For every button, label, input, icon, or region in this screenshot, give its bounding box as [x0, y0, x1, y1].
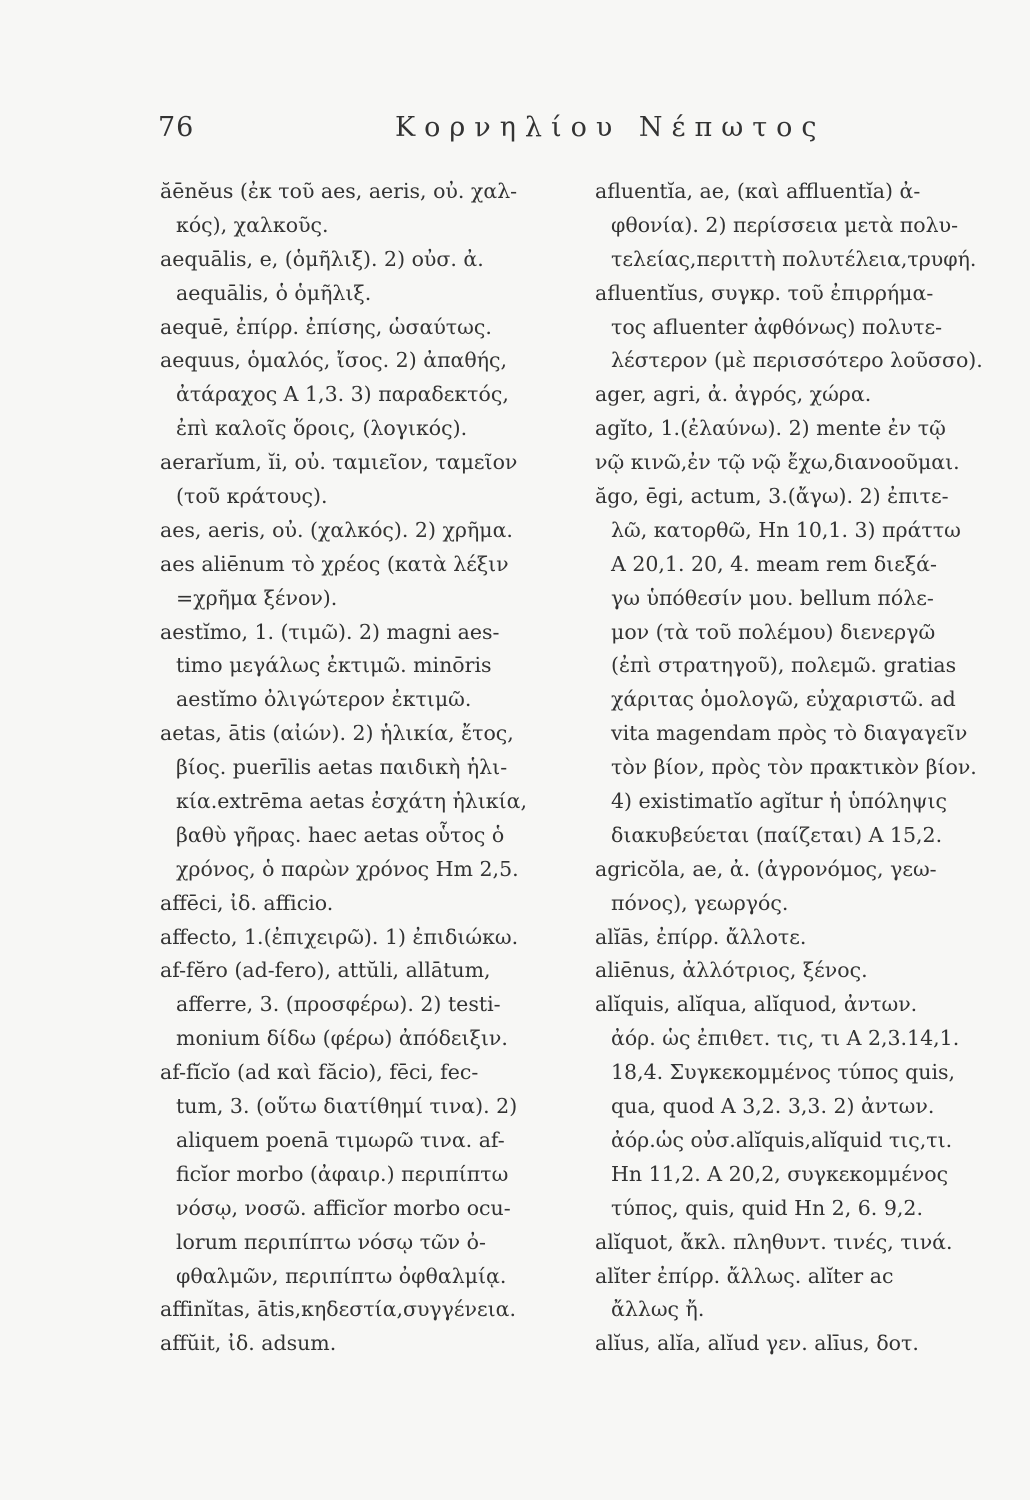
- dictionary-line: ἀόρ.ὡς οὐσ.alĭquis,alĭquid τις,τι.: [611, 1127, 953, 1152]
- dictionary-line: πόνος), γεωργός.: [611, 890, 789, 915]
- dictionary-line: af-fĭcĭo (ad καὶ făcio), fēci, fec-: [160, 1060, 479, 1085]
- dictionary-line: afferre, 3. (προσφέρω). 2) testi-: [176, 992, 501, 1017]
- dictionary-line: affecto, 1.(ἐπιχειρῶ). 1) ἐπιδιώκω.: [160, 924, 519, 949]
- dictionary-line: aliēnus, ἀλλότριος, ξένος.: [595, 958, 868, 983]
- dictionary-line: διακυβεύεται (παίζεται) A 15,2.: [611, 822, 943, 847]
- dictionary-line: afluentĭus, συγκρ. τοῦ ἐπιρρήμα-: [595, 280, 934, 305]
- dictionary-line: af-fĕro (ad-fero), attŭli, allātum,: [160, 958, 491, 983]
- page-header: [0, 112, 1030, 152]
- dictionary-line: ἄλλως ἤ.: [611, 1297, 705, 1322]
- dictionary-line: agĭto, 1.(ἐλαύνω). 2) mente ἐν τῷ: [595, 416, 946, 441]
- dictionary-line: μον (τὰ τοῦ πολέμου) διενεργῶ: [611, 619, 936, 644]
- dictionary-line: τύπος, quis, quid Hn 2, 6. 9,2.: [611, 1195, 923, 1220]
- dictionary-line: ἐπὶ καλοῖς ὅροις, (λογικός).: [176, 416, 468, 441]
- dictionary-line: aetas, ātis (αἰών). 2) ἡλικία, ἔτος,: [160, 721, 514, 746]
- dictionary-line: βίος. puerīlis aetas παιδικὴ ἡλι-: [176, 755, 508, 780]
- dictionary-line: aes aliēnum τὸ χρέος (κατὰ λέξιν: [160, 551, 509, 576]
- dictionary-line: χάριτας ὁμολογῶ, εὐχαριστῶ. ad: [611, 687, 956, 712]
- dictionary-line: qua, quod A 3,2. 3,3. 2) ἀντων.: [611, 1094, 935, 1119]
- dictionary-line: ficĭor morbo (ἀφαιρ.) περιπίπτω: [176, 1161, 509, 1186]
- dictionary-line: νόσῳ, νοσῶ. afficĭor morbo ocu-: [176, 1195, 511, 1220]
- dictionary-line: κία.extrēma aetas ἐσχάτη ἡλικία,: [176, 789, 528, 814]
- dictionary-line: χρόνος, ὁ παρὼν χρόνος Hm 2,5.: [176, 856, 519, 881]
- dictionary-line: τὸν βίον, πρὸς τὸν πρακτικὸν βίον.: [611, 755, 977, 780]
- dictionary-line: alĭquot, ἄκλ. πληθυντ. τινές, τινά.: [595, 1229, 953, 1254]
- dictionary-line: afluentĭa, ae, (καὶ affluentĭa) ἀ-: [595, 179, 921, 203]
- left-column: [160, 175, 580, 1361]
- dictionary-line: (ἐπὶ στρατηγοῦ), πολεμῶ. gratias: [611, 653, 957, 678]
- dictionary-line: affŭit, ἰδ. adsum.: [160, 1331, 337, 1356]
- dictionary-line: ăēnĕus (ἐκ τοῦ aes, aeris, οὐ. χαλ-: [160, 179, 518, 203]
- dictionary-line: alĭter ἐπίρρ. ἄλλως. alĭter ac: [595, 1263, 894, 1288]
- dictionary-line: lorum περιπίπτω νόσῳ τῶν ὀ-: [176, 1229, 486, 1254]
- dictionary-line: tum, 3. (οὕτω διατίθημί τινα). 2): [176, 1094, 518, 1119]
- dictionary-line: 4) existimatĭo agĭtur ἡ ὑπόληψις: [611, 789, 948, 814]
- dictionary-line: τελείας,περιττὴ πολυτέλεια,τρυφή.: [611, 246, 977, 271]
- dictionary-line: aliquem poenā τιμωρῶ τινα. af-: [176, 1127, 505, 1152]
- dictionary-line: ἀτάραχος A 1,3. 3) παραδεκτός,: [176, 382, 509, 407]
- running-title: Κορνηλίου Νέπωτος: [395, 112, 826, 143]
- dictionary-line: aestĭmo ὀλιγώτερον ἐκτιμῶ.: [176, 687, 472, 712]
- dictionary-line: Hn 11,2. A 20,2, συγκεκομμένος: [611, 1161, 949, 1186]
- dictionary-line: 18,4. Συγκεκομμένος τύπος quis,: [611, 1060, 956, 1085]
- dictionary-line: agricŏla, ae, ἀ. (ἀγρονόμος, γεω-: [595, 856, 937, 881]
- dictionary-line: ăgo, ēgi, actum, 3.(ἄγω). 2) ἐπιτε-: [595, 484, 949, 509]
- dictionary-line: λέστερον (μὲ περισσότερο λοῦσσο).: [611, 348, 983, 373]
- dictionary-line: timo μεγάλως ἐκτιμῶ. minōris: [176, 653, 492, 678]
- dictionary-line: aes, aeris, οὐ. (χαλκός). 2) χρῆμα.: [160, 517, 513, 542]
- dictionary-line: γω ὑπόθεσίν μου. bellum πόλε-: [611, 585, 934, 610]
- dictionary-line: aequē, ἐπίρρ. ἐπίσης, ὡσαύτως.: [160, 314, 492, 339]
- page-number: 76: [158, 112, 195, 143]
- dictionary-line: φθονία). 2) περίσσεια μετὰ πολυ-: [611, 212, 958, 237]
- dictionary-line: alĭās, ἐπίρρ. ἄλλοτε.: [595, 924, 807, 949]
- dictionary-line: affēci, ἰδ. afficio.: [160, 890, 334, 915]
- dictionary-line: A 20,1. 20, 4. meam rem διεξά-: [611, 551, 937, 576]
- dictionary-line: νῷ κινῶ,ἐν τῷ νῷ ἔχω,διανοοῦμαι.: [595, 450, 960, 475]
- dictionary-line: φθαλμῶν, περιπίπτω ὀφθαλμίᾳ.: [176, 1263, 507, 1288]
- dictionary-line: alĭus, alĭa, alĭud γεν. alīus, δοτ.: [595, 1331, 919, 1356]
- dictionary-line: aequālis, ὁ ὁμῆλιξ.: [176, 280, 372, 305]
- dictionary-line: aequus, ὁμαλός, ἴσος. 2) ἀπαθής,: [160, 348, 508, 373]
- dictionary-line: ἀόρ. ὡς ἐπιθετ. τις, τι A 2,3.14,1.: [611, 1026, 960, 1051]
- right-column: [595, 175, 1015, 1361]
- dictionary-line: affinĭtas, ātis,κηδεστία,συγγένεια.: [160, 1297, 517, 1322]
- dictionary-line: (τοῦ κράτους).: [176, 484, 328, 509]
- dictionary-line: aestĭmo, 1. (τιμῶ). 2) magni aes-: [160, 619, 500, 644]
- dictionary-line: λῶ, κατορθῶ, Hn 10,1. 3) πράττω: [611, 517, 961, 542]
- dictionary-line: vita magendam πρὸς τὸ διαγαγεῖν: [611, 721, 968, 746]
- dictionary-line: βαθὺ γῆρας. haec aetas οὗτος ὁ: [176, 822, 505, 847]
- dictionary-line: τος afluenter ἀφθόνως) πολυτε-: [611, 314, 943, 339]
- dictionary-line: =χρῆμα ξένον).: [176, 585, 338, 610]
- dictionary-line: monium δίδω (φέρω) ἀπόδειξιν.: [176, 1026, 508, 1051]
- dictionary-line: aequālis, e, (ὁμῆλιξ). 2) οὐσ. ἀ.: [160, 246, 484, 271]
- dictionary-line: aerarĭum, ĭi, οὐ. ταμιεῖον, ταμεῖον: [160, 450, 518, 475]
- dictionary-line: alĭquis, alĭqua, alĭquod, ἀντων.: [595, 992, 918, 1017]
- dictionary-line: κός), χαλκοῦς.: [176, 212, 329, 237]
- dictionary-line: ager, agri, ἀ. ἀγρός, χώρα.: [595, 382, 872, 407]
